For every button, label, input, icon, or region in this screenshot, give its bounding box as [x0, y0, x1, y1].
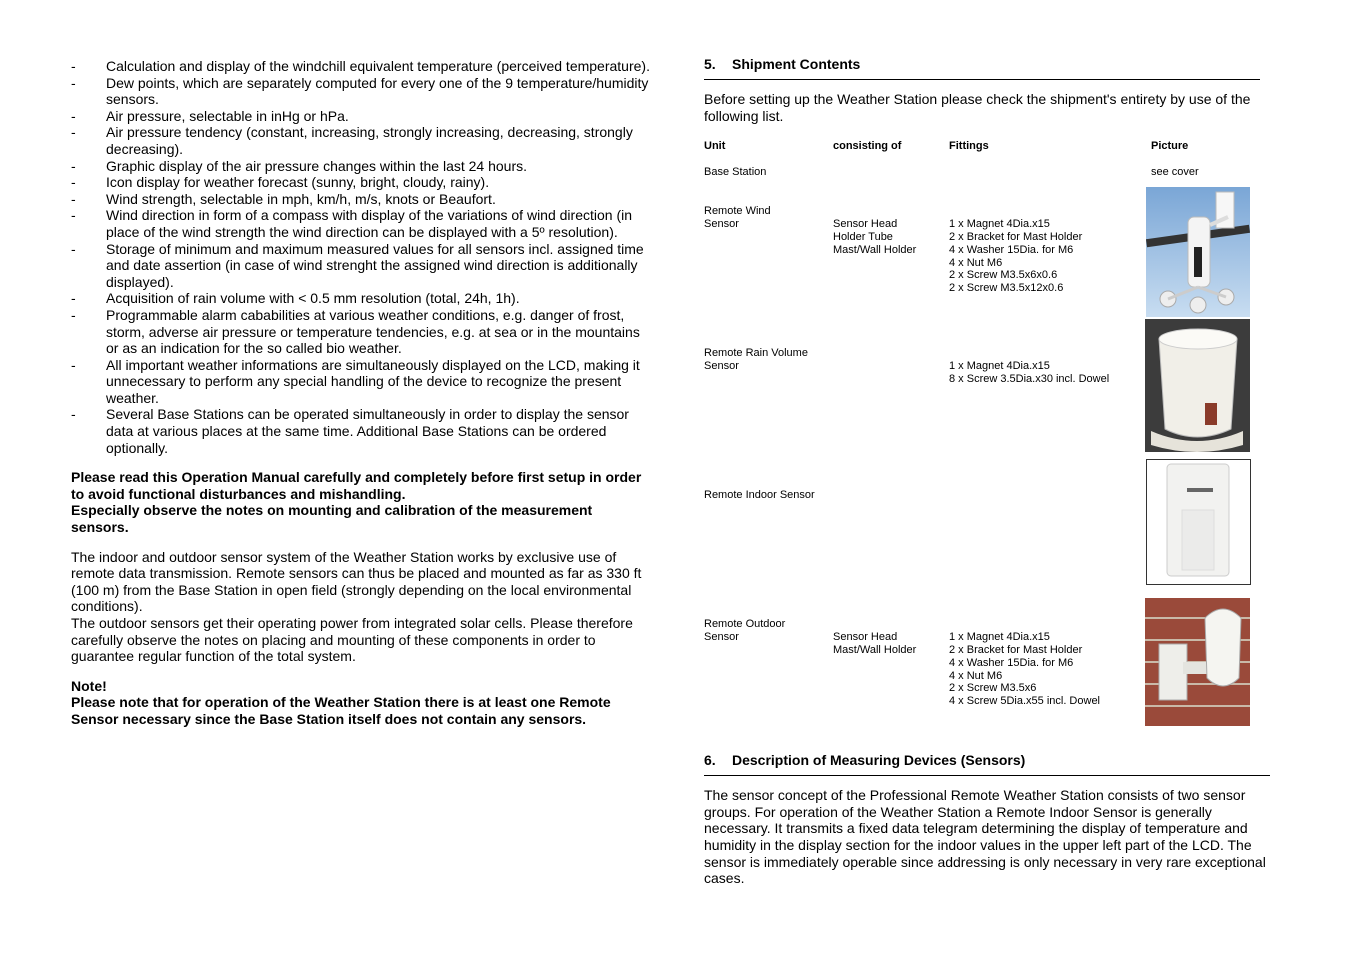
section-5-heading: 5. Shipment Contents	[704, 56, 861, 72]
table-header-consisting: consisting of	[833, 140, 902, 153]
wind-sensor-illustration	[1146, 187, 1250, 317]
table-cell-unit: Remote Rain Volume Sensor	[704, 347, 808, 372]
outdoor-sensor-image	[1145, 598, 1250, 726]
list-item: - Programmable alarm cababilities at various weather conditions, e.g. danger of frost, storm, adverse air pressure or temperature tendencies, e.g. at sea or in the mountains or as an indication for the so called bio weather.	[71, 306, 640, 357]
table-cell-consisting: Sensor Head Holder Tube Mast/Wall Holder	[833, 218, 917, 256]
table-cell-unit: Base Station	[704, 166, 767, 179]
list-item: - Several Base Stations can be operated simultaneously in order to display the sensor data at various places at the same time. Additional Base Stations can be ordered optionally.	[71, 406, 629, 456]
table-cell-fittings: 1 x Magnet 4Dia.x15 8 x Screw 3.5Dia.x30 incl. Dowel	[949, 360, 1110, 385]
list-item: - Air pressure tendency (constant, increasing, strongly increasing, decreasing, strongly decreasing).	[71, 124, 633, 157]
table-cell-fittings: 1 x Magnet 4Dia.x15 2 x Bracket for Mast Holder 4 x Washer 15Dia. for M6 4 x Nut M6 2 x Screw M3.5x6 4 x Screw 5Dia.x55 incl. Dowel	[949, 631, 1101, 708]
sensor-concept-paragraph: The sensor concept of the Professional Remote Weather Station consists of two sensor groups. For operation of the Weather Station a Remote Indoor Sensor is generally necessary. It transmits a fixed data telegram determining the display of temperature and humidity in the display section for the indoor values in the upper left part of the LCD. The sensor is immediately operable since addressing is only necessary in very rare exceptional cases.	[704, 787, 1266, 887]
divider	[704, 79, 1260, 80]
indoor-sensor-image	[1146, 459, 1251, 585]
warning-mounting: Especially observe the notes on mounting and calibration of the measurement sensors.	[71, 502, 593, 536]
rain-sensor-image	[1145, 319, 1250, 452]
list-item: - Storage of minimum and maximum measured values for all sensors incl. assigned time and date assertion (in case of wind strenght the assigned wind direction is additionally displayed).	[71, 240, 644, 290]
table-cell-fittings: 1 x Magnet 4Dia.x15 2 x Bracket for Mast Holder 4 x Washer 15Dia. for M6 4 x Nut M6 2 x Screw M3.5x6x0.6 2 x Screw M3.5x12x0.6	[949, 218, 1083, 295]
list-item: - All important weather informations are simultaneously displayed on the LCD, making it unnecessary to perform any special handling of the device to recognize the present weather.	[71, 356, 640, 406]
list-item: - Icon display for weather forecast (sunny, bright, cloudy, rainy).	[71, 174, 490, 191]
table-header-unit: Unit	[704, 140, 726, 153]
right-column	[704, 56, 1272, 887]
table-header-fittings: Fittings	[949, 140, 989, 153]
warning-read-manual: Please read this Operation Manual carefully and completely before first setup in order to avoid functional disturbances and mishandling.	[71, 469, 642, 502]
table-cell-consisting: Sensor Head Mast/Wall Holder	[833, 631, 917, 656]
paragraph-remote-transmission: The indoor and outdoor sensor system of the Weather Station works by exclusive use of remote data transmission. Remote sensors can thus be placed and mounted as far as 330 ft (100 m) from the Base Station in open field (strongly depending on the local environmental conditions).	[71, 548, 642, 615]
wind-sensor-image	[1146, 187, 1250, 317]
feature-list	[71, 58, 651, 456]
table-header-picture: Picture	[1151, 140, 1189, 153]
shipment-intro: Before setting up the Weather Station please check the shipment's entirety by use of the following list.	[704, 91, 1251, 124]
shipment-table	[704, 124, 1272, 736]
note-text: Please note that for operation of the Weather Station there is at least one Remote Sensor necessary since the Base Station itself does not contain any sensors.	[71, 694, 611, 727]
list-item: - Calculation and display of the windchill equivalent temperature (perceived temperature).	[71, 58, 650, 74]
list-item: - Wind direction in form of a compass with display of the variations of wind direction (in place of the wind strength the wind direction can be displayed with a 5º resolution).	[71, 207, 633, 240]
list-item: - Wind strength, selectable in mph, km/h, m/s, knots or Beaufort.	[71, 190, 496, 207]
note-title: Note!	[71, 677, 107, 694]
table-cell-unit: Remote Indoor Sensor	[704, 489, 815, 502]
list-item: - Acquisition of rain volume with < 0.5 mm resolution (total, 24h, 1h).	[71, 290, 520, 307]
paragraph-solar-power: The outdoor sensors get their operating power from integrated solar cells. Please therefore carefully observe the notes on placing and mounting of these components in order to guarantee regular function of the total system.	[71, 615, 633, 665]
divider	[704, 775, 1270, 776]
list-item: - Graphic display of the air pressure changes within the last 24 hours.	[71, 157, 528, 174]
left-column	[71, 58, 651, 728]
table-cell-picture: see cover	[1151, 166, 1199, 179]
list-item: - Dew points, which are separately computed for every one of the 9 temperature/humidity sensors.	[71, 74, 649, 108]
list-item: - Air pressure, selectable in inHg or hPa.	[71, 107, 349, 124]
table-cell-unit: Remote Wind Sensor	[704, 205, 771, 230]
indoor-sensor-illustration	[1147, 460, 1250, 584]
section-6-heading: 6. Description of Measuring Devices (Sensors)	[704, 752, 1026, 769]
table-cell-unit: Remote Outdoor Sensor	[704, 618, 786, 643]
rain-sensor-illustration	[1145, 319, 1250, 452]
outdoor-sensor-illustration	[1145, 598, 1250, 726]
